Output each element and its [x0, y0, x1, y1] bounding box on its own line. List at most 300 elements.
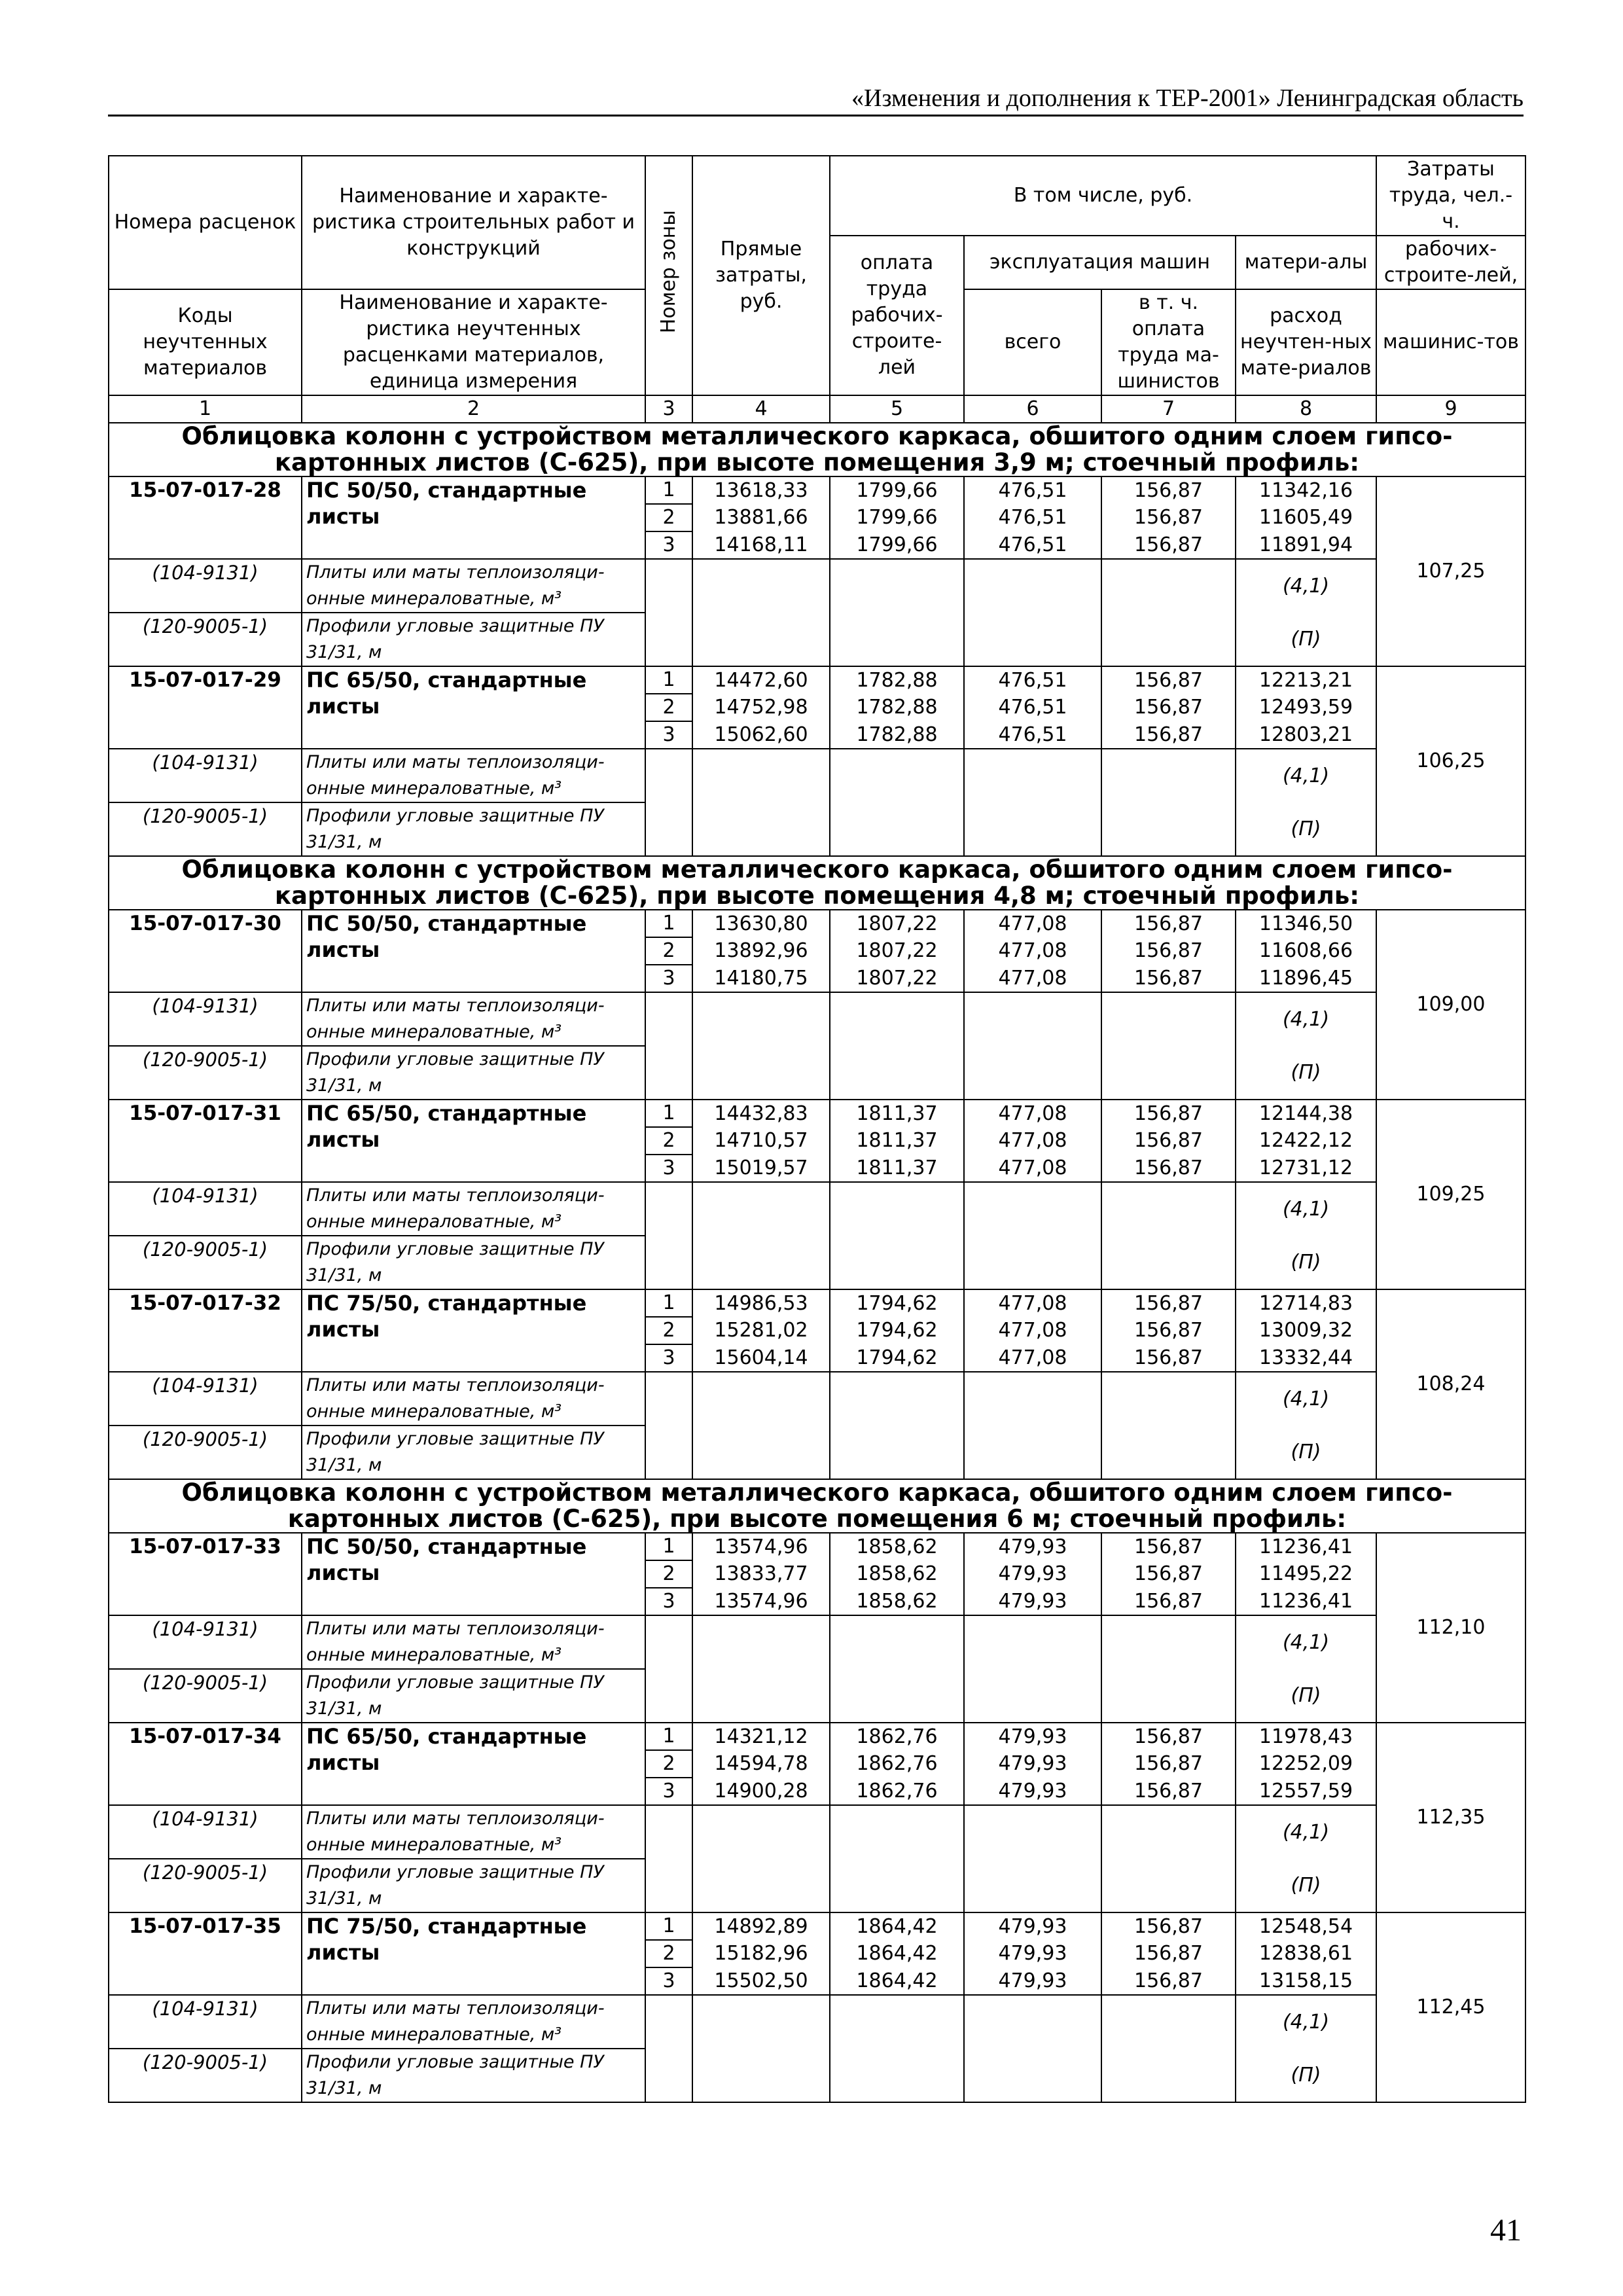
- material-code: (104-9131): [109, 559, 302, 613]
- wages: 1807,22: [830, 965, 964, 992]
- col-materials: матери-алы: [1236, 236, 1376, 289]
- labor-workers: 112,45: [1376, 1912, 1525, 2102]
- wages: 1858,62: [830, 1588, 964, 1615]
- section-header-row: [109, 423, 1525, 476]
- wages: 1799,66: [830, 476, 964, 504]
- material-code: (120-9005-1): [109, 1236, 302, 1289]
- direct-costs: 14752,98: [692, 694, 830, 721]
- material-name: Профили угловые защитные ПУ 31/31, м: [302, 802, 645, 856]
- wages: 1864,42: [830, 1967, 964, 1995]
- material-name: Плиты или маты теплоизоляци-онные минераловатные, м³: [302, 749, 645, 802]
- wages: 1807,22: [830, 910, 964, 937]
- rate-code: 15-07-017-34: [109, 1723, 302, 1805]
- direct-costs: 13833,77: [692, 1560, 830, 1588]
- material-consumption: (П): [1236, 1426, 1376, 1479]
- empty-cell: [830, 613, 964, 666]
- direct-costs: 14168,11: [692, 531, 830, 559]
- material-code: (120-9005-1): [109, 2049, 302, 2102]
- empty-cell: [830, 2049, 964, 2102]
- operators-wages: 156,87: [1101, 1317, 1236, 1344]
- col-number: 5: [830, 395, 964, 423]
- empty-cell: [964, 1426, 1101, 1479]
- labor-workers: 109,25: [1376, 1100, 1525, 1289]
- material-consumption: (П): [1236, 1046, 1376, 1100]
- empty-cell: [964, 1859, 1101, 1912]
- direct-costs: 14986,53: [692, 1289, 830, 1317]
- direct-costs: 14321,12: [692, 1723, 830, 1750]
- col-number: 7: [1101, 395, 1236, 423]
- direct-costs: 13892,96: [692, 937, 830, 965]
- empty-cell: [692, 1236, 830, 1289]
- operators-wages: 156,87: [1101, 1100, 1236, 1127]
- materials-cost: 13332,44: [1236, 1344, 1376, 1372]
- col-zone-label: Номер зоны: [657, 210, 680, 334]
- rate-code: 15-07-017-30: [109, 910, 302, 992]
- unaccounted-material-row: [109, 992, 1525, 1046]
- material-name: Профили угловые защитные ПУ 31/31, м: [302, 1046, 645, 1100]
- header-rule: [108, 115, 1524, 117]
- section-header-row: [109, 856, 1525, 910]
- wages: 1811,37: [830, 1100, 964, 1127]
- material-consumption: (4,1): [1236, 1372, 1376, 1426]
- material-consumption: (4,1): [1236, 559, 1376, 613]
- col-workers: рабочих-строите-лей,: [1376, 236, 1525, 289]
- material-code: (104-9131): [109, 749, 302, 802]
- empty-cell: [830, 992, 964, 1046]
- material-consumption: (4,1): [1236, 1995, 1376, 2049]
- materials-cost: 11891,94: [1236, 531, 1376, 559]
- machines-total: 479,93: [964, 1533, 1101, 1560]
- empty-cell: [1101, 613, 1236, 666]
- unaccounted-material-row: [109, 1182, 1525, 1236]
- unaccounted-material-row: [109, 802, 1525, 856]
- operators-wages: 156,87: [1101, 1940, 1236, 1967]
- rate-code: 15-07-017-28: [109, 476, 302, 559]
- empty-cell: [645, 1805, 692, 1859]
- empty-cell: [1101, 1859, 1236, 1912]
- unaccounted-material-row: [109, 1859, 1525, 1912]
- material-consumption: (4,1): [1236, 1805, 1376, 1859]
- direct-costs: 15019,57: [692, 1155, 830, 1182]
- wages: 1782,88: [830, 721, 964, 749]
- col-number: 3: [645, 395, 692, 423]
- empty-cell: [692, 1372, 830, 1426]
- material-name: Плиты или маты теплоизоляци-онные минераловатные, м³: [302, 559, 645, 613]
- zone-number: 3: [645, 1967, 692, 1995]
- empty-cell: [964, 992, 1101, 1046]
- direct-costs: 15182,96: [692, 1940, 830, 1967]
- zone-number: 2: [645, 694, 692, 721]
- empty-cell: [1101, 1995, 1236, 2049]
- operators-wages: 156,87: [1101, 504, 1236, 531]
- empty-cell: [645, 1182, 692, 1236]
- machines-total: 477,08: [964, 1155, 1101, 1182]
- rate-zone-row: [109, 910, 1525, 937]
- empty-cell: [830, 1372, 964, 1426]
- empty-cell: [830, 1995, 964, 2049]
- col-direct-costs: Прямые затраты, руб.: [692, 156, 830, 395]
- page-number: 41: [1490, 2213, 1522, 2248]
- zone-number: 1: [645, 1289, 692, 1317]
- operators-wages: 156,87: [1101, 965, 1236, 992]
- empty-cell: [1101, 1372, 1236, 1426]
- material-consumption: (4,1): [1236, 1615, 1376, 1669]
- rate-code: 15-07-017-29: [109, 666, 302, 749]
- empty-cell: [645, 1995, 692, 2049]
- empty-cell: [645, 1859, 692, 1912]
- rate-name: ПС 50/50, стандартные листы: [302, 910, 645, 992]
- material-code: (104-9131): [109, 1182, 302, 1236]
- unaccounted-material-row: [109, 1372, 1525, 1426]
- material-name: Профили угловые защитные ПУ 31/31, м: [302, 613, 645, 666]
- machines-total: 477,08: [964, 910, 1101, 937]
- material-name: Плиты или маты теплоизоляци-онные минераловатные, м³: [302, 992, 645, 1046]
- material-code: (104-9131): [109, 1995, 302, 2049]
- operators-wages: 156,87: [1101, 1750, 1236, 1778]
- operators-wages: 156,87: [1101, 1778, 1236, 1805]
- zone-number: 1: [645, 476, 692, 504]
- operators-wages: 156,87: [1101, 666, 1236, 694]
- rate-code: 15-07-017-31: [109, 1100, 302, 1182]
- unaccounted-material-row: [109, 1236, 1525, 1289]
- machines-total: 476,51: [964, 504, 1101, 531]
- empty-cell: [830, 1236, 964, 1289]
- empty-cell: [964, 1046, 1101, 1100]
- empty-cell: [692, 1859, 830, 1912]
- empty-cell: [692, 559, 830, 613]
- col-unaccounted-codes: Коды неучтенных материалов: [109, 289, 302, 395]
- zone-number: 1: [645, 1723, 692, 1750]
- empty-cell: [830, 1859, 964, 1912]
- empty-cell: [830, 1426, 964, 1479]
- materials-cost: 12252,09: [1236, 1750, 1376, 1778]
- material-code: (104-9131): [109, 1805, 302, 1859]
- machines-total: 479,93: [964, 1588, 1101, 1615]
- operators-wages: 156,87: [1101, 1912, 1236, 1940]
- materials-cost: 11342,16: [1236, 476, 1376, 504]
- empty-cell: [645, 1615, 692, 1669]
- col-wages: оплата труда рабочих-строите-лей: [830, 236, 964, 395]
- material-code: (120-9005-1): [109, 802, 302, 856]
- material-name: Профили угловые защитные ПУ 31/31, м: [302, 1859, 645, 1912]
- operators-wages: 156,87: [1101, 1289, 1236, 1317]
- empty-cell: [964, 802, 1101, 856]
- empty-cell: [964, 1236, 1101, 1289]
- operators-wages: 156,87: [1101, 910, 1236, 937]
- wages: 1862,76: [830, 1723, 964, 1750]
- material-code: (104-9131): [109, 1372, 302, 1426]
- rate-name: ПС 75/50, стандартные листы: [302, 1289, 645, 1372]
- materials-cost: 12144,38: [1236, 1100, 1376, 1127]
- col-incl-operators: в т. ч. оплата труда ма-шинистов: [1101, 289, 1236, 395]
- empty-cell: [645, 1426, 692, 1479]
- machines-total: 476,51: [964, 721, 1101, 749]
- direct-costs: 14472,60: [692, 666, 830, 694]
- zone-number: 2: [645, 1560, 692, 1588]
- zone-number: 3: [645, 1344, 692, 1372]
- col-number: 2: [302, 395, 645, 423]
- operators-wages: 156,87: [1101, 1533, 1236, 1560]
- direct-costs: 13618,33: [692, 476, 830, 504]
- empty-cell: [964, 1182, 1101, 1236]
- wages: 1864,42: [830, 1912, 964, 1940]
- material-name: Профили угловые защитные ПУ 31/31, м: [302, 1236, 645, 1289]
- material-name: Плиты или маты теплоизоляци-онные минераловатные, м³: [302, 1995, 645, 2049]
- operators-wages: 156,87: [1101, 1155, 1236, 1182]
- col-number: 6: [964, 395, 1101, 423]
- wages: 1811,37: [830, 1127, 964, 1155]
- empty-cell: [1101, 1236, 1236, 1289]
- running-header: «Изменения и дополнения к ТЕР-2001» Ленинградская область: [851, 84, 1524, 112]
- empty-cell: [964, 1669, 1101, 1723]
- material-consumption: (4,1): [1236, 749, 1376, 802]
- rate-zone-row: [109, 1100, 1525, 1127]
- material-code: (120-9005-1): [109, 613, 302, 666]
- empty-cell: [964, 1615, 1101, 1669]
- machines-total: 479,93: [964, 1912, 1101, 1940]
- direct-costs: 13574,96: [692, 1588, 830, 1615]
- wages: 1862,76: [830, 1778, 964, 1805]
- material-consumption: (П): [1236, 802, 1376, 856]
- direct-costs: 14594,78: [692, 1750, 830, 1778]
- rate-name: ПС 65/50, стандартные листы: [302, 1723, 645, 1805]
- wages: 1807,22: [830, 937, 964, 965]
- materials-cost: 13009,32: [1236, 1317, 1376, 1344]
- direct-costs: 15502,50: [692, 1967, 830, 1995]
- rate-code: 15-07-017-33: [109, 1533, 302, 1615]
- direct-costs: 15281,02: [692, 1317, 830, 1344]
- machines-total: 477,08: [964, 937, 1101, 965]
- col-operators: машинис-тов: [1376, 289, 1525, 395]
- empty-cell: [645, 613, 692, 666]
- empty-cell: [830, 559, 964, 613]
- machines-total: 479,93: [964, 1967, 1101, 1995]
- wages: 1799,66: [830, 504, 964, 531]
- empty-cell: [692, 992, 830, 1046]
- direct-costs: 15062,60: [692, 721, 830, 749]
- unaccounted-material-row: [109, 749, 1525, 802]
- materials-cost: 11495,22: [1236, 1560, 1376, 1588]
- empty-cell: [692, 802, 830, 856]
- rate-name: ПС 65/50, стандартные листы: [302, 666, 645, 749]
- unaccounted-material-row: [109, 613, 1525, 666]
- materials-cost: 12803,21: [1236, 721, 1376, 749]
- material-consumption: (П): [1236, 1859, 1376, 1912]
- empty-cell: [692, 1046, 830, 1100]
- direct-costs: 14180,75: [692, 965, 830, 992]
- operators-wages: 156,87: [1101, 937, 1236, 965]
- labor-workers: 112,10: [1376, 1533, 1525, 1723]
- material-name: Профили угловые защитные ПУ 31/31, м: [302, 1669, 645, 1723]
- machines-total: 476,51: [964, 666, 1101, 694]
- material-consumption: (4,1): [1236, 992, 1376, 1046]
- unaccounted-material-row: [109, 1046, 1525, 1100]
- zone-number: 2: [645, 504, 692, 531]
- empty-cell: [692, 1615, 830, 1669]
- machines-total: 477,08: [964, 965, 1101, 992]
- wages: 1811,37: [830, 1155, 964, 1182]
- zone-number: 2: [645, 1940, 692, 1967]
- col-unaccounted-names: Наименование и характе-ристика неучтенных расценками материалов, единица измерения: [302, 289, 645, 395]
- wages: 1864,42: [830, 1940, 964, 1967]
- materials-cost: 12714,83: [1236, 1289, 1376, 1317]
- zone-number: 1: [645, 666, 692, 694]
- zone-number: 3: [645, 1155, 692, 1182]
- operators-wages: 156,87: [1101, 1967, 1236, 1995]
- empty-cell: [1101, 1046, 1236, 1100]
- labor-workers: 106,25: [1376, 666, 1525, 856]
- zone-number: 1: [645, 1100, 692, 1127]
- wages: 1858,62: [830, 1560, 964, 1588]
- machines-total: 479,93: [964, 1940, 1101, 1967]
- materials-cost: 12731,12: [1236, 1155, 1376, 1182]
- section-title: Облицовка колонн с устройством металлического каркаса, обшитого одним слоем гипсо-картонных листов (С-625), при высоте помещения 4,8 м; стоечный профиль:: [109, 856, 1525, 910]
- rate-zone-row: [109, 1533, 1525, 1560]
- empty-cell: [830, 802, 964, 856]
- empty-cell: [1101, 1615, 1236, 1669]
- zone-number: 3: [645, 1778, 692, 1805]
- wages: 1799,66: [830, 531, 964, 559]
- empty-cell: [1101, 992, 1236, 1046]
- machines-total: 477,08: [964, 1127, 1101, 1155]
- direct-costs: 14432,83: [692, 1100, 830, 1127]
- wages: 1794,62: [830, 1289, 964, 1317]
- empty-cell: [692, 749, 830, 802]
- machines-total: 479,93: [964, 1778, 1101, 1805]
- operators-wages: 156,87: [1101, 721, 1236, 749]
- empty-cell: [830, 1182, 964, 1236]
- empty-cell: [645, 2049, 692, 2102]
- empty-cell: [830, 1669, 964, 1723]
- material-name: Плиты или маты теплоизоляци-онные минераловатные, м³: [302, 1805, 645, 1859]
- empty-cell: [692, 1182, 830, 1236]
- unaccounted-material-row: [109, 1669, 1525, 1723]
- materials-cost: 11236,41: [1236, 1588, 1376, 1615]
- empty-cell: [645, 1236, 692, 1289]
- materials-cost: 12557,59: [1236, 1778, 1376, 1805]
- direct-costs: 14900,28: [692, 1778, 830, 1805]
- materials-cost: 11896,45: [1236, 965, 1376, 992]
- empty-cell: [692, 1426, 830, 1479]
- operators-wages: 156,87: [1101, 531, 1236, 559]
- unaccounted-material-row: [109, 2049, 1525, 2102]
- empty-cell: [645, 992, 692, 1046]
- operators-wages: 156,87: [1101, 1127, 1236, 1155]
- empty-cell: [645, 559, 692, 613]
- material-name: Профили угловые защитные ПУ 31/31, м: [302, 1426, 645, 1479]
- direct-costs: 15604,14: [692, 1344, 830, 1372]
- zone-number: 3: [645, 531, 692, 559]
- machines-total: 477,08: [964, 1100, 1101, 1127]
- empty-cell: [964, 613, 1101, 666]
- empty-cell: [964, 1372, 1101, 1426]
- labor-workers: 109,00: [1376, 910, 1525, 1100]
- operators-wages: 156,87: [1101, 1560, 1236, 1588]
- empty-cell: [692, 2049, 830, 2102]
- operators-wages: 156,87: [1101, 476, 1236, 504]
- materials-cost: 11605,49: [1236, 504, 1376, 531]
- col-including: В том числе, руб.: [830, 156, 1376, 236]
- direct-costs: 14710,57: [692, 1127, 830, 1155]
- zone-number: 2: [645, 1317, 692, 1344]
- empty-cell: [645, 1669, 692, 1723]
- material-name: Профили угловые защитные ПУ 31/31, м: [302, 2049, 645, 2102]
- operators-wages: 156,87: [1101, 694, 1236, 721]
- empty-cell: [1101, 802, 1236, 856]
- empty-cell: [1101, 559, 1236, 613]
- empty-cell: [1101, 1805, 1236, 1859]
- materials-cost: 11236,41: [1236, 1533, 1376, 1560]
- zone-number: 1: [645, 1533, 692, 1560]
- zone-number: 3: [645, 1588, 692, 1615]
- empty-cell: [1101, 1182, 1236, 1236]
- zone-number: 1: [645, 910, 692, 937]
- empty-cell: [645, 802, 692, 856]
- unaccounted-material-row: [109, 1615, 1525, 1669]
- rate-zone-row: [109, 1289, 1525, 1317]
- col-number: 4: [692, 395, 830, 423]
- wages: 1858,62: [830, 1533, 964, 1560]
- wages: 1782,88: [830, 694, 964, 721]
- empty-cell: [830, 1615, 964, 1669]
- machines-total: 477,08: [964, 1344, 1101, 1372]
- zone-number: 2: [645, 1750, 692, 1778]
- empty-cell: [1101, 1426, 1236, 1479]
- empty-cell: [645, 1372, 692, 1426]
- rate-zone-row: [109, 1723, 1525, 1750]
- col-machines-total: всего: [964, 289, 1101, 395]
- empty-cell: [964, 1805, 1101, 1859]
- col-rate-numbers: Номера расценок: [109, 156, 302, 289]
- material-code: (120-9005-1): [109, 1046, 302, 1100]
- zone-number: 3: [645, 965, 692, 992]
- empty-cell: [1101, 2049, 1236, 2102]
- empty-cell: [1101, 749, 1236, 802]
- empty-cell: [692, 1805, 830, 1859]
- empty-cell: [645, 749, 692, 802]
- direct-costs: 13881,66: [692, 504, 830, 531]
- materials-cost: 13158,15: [1236, 1967, 1376, 1995]
- materials-cost: 12838,61: [1236, 1940, 1376, 1967]
- direct-costs: 14892,89: [692, 1912, 830, 1940]
- material-name: Плиты или маты теплоизоляци-онные минераловатные, м³: [302, 1372, 645, 1426]
- wages: 1794,62: [830, 1317, 964, 1344]
- wages: 1862,76: [830, 1750, 964, 1778]
- machines-total: 476,51: [964, 531, 1101, 559]
- machines-total: 479,93: [964, 1750, 1101, 1778]
- empty-cell: [964, 2049, 1101, 2102]
- wages: 1794,62: [830, 1344, 964, 1372]
- material-code: (120-9005-1): [109, 1669, 302, 1723]
- machines-total: 476,51: [964, 694, 1101, 721]
- rate-name: ПС 50/50, стандартные листы: [302, 476, 645, 559]
- rate-zone-row: [109, 476, 1525, 504]
- empty-cell: [830, 1046, 964, 1100]
- material-consumption: (4,1): [1236, 1182, 1376, 1236]
- zone-number: 3: [645, 721, 692, 749]
- unaccounted-material-row: [109, 1426, 1525, 1479]
- col-work-name: Наименование и характе-ристика строительных работ и конструкций: [302, 156, 645, 289]
- materials-cost: 11608,66: [1236, 937, 1376, 965]
- rate-name: ПС 75/50, стандартные листы: [302, 1912, 645, 1995]
- zone-number: 1: [645, 1912, 692, 1940]
- material-code: (104-9131): [109, 1615, 302, 1669]
- material-consumption: (П): [1236, 1669, 1376, 1723]
- empty-cell: [645, 1046, 692, 1100]
- empty-cell: [692, 1995, 830, 2049]
- direct-costs: 13630,80: [692, 910, 830, 937]
- materials-cost: 11346,50: [1236, 910, 1376, 937]
